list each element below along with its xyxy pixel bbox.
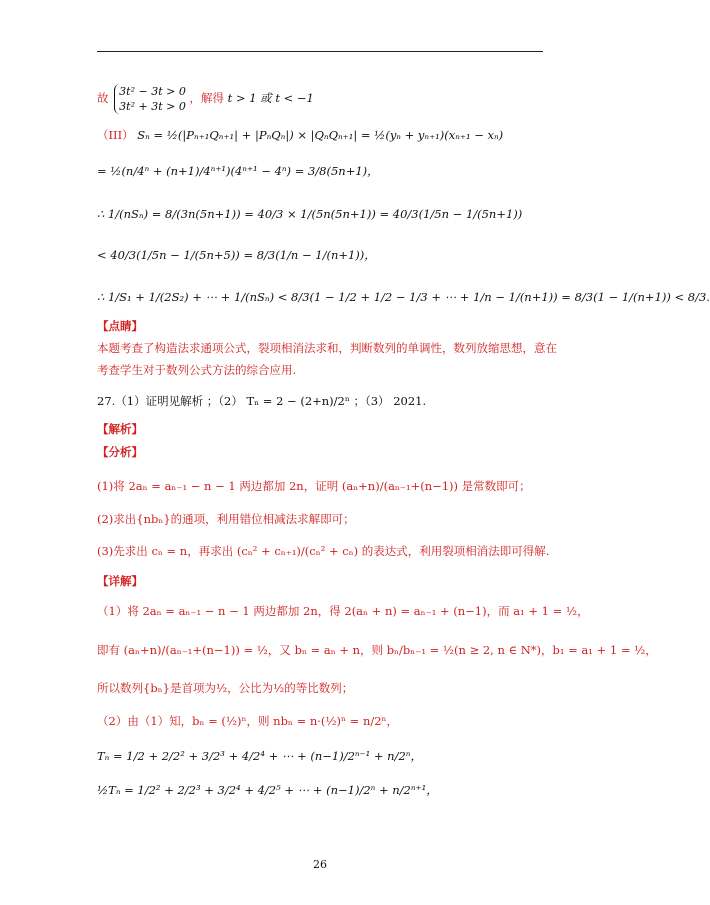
tag-xiangjie: 【详解】 bbox=[97, 574, 143, 588]
xiangjie-2: 即有 (aₙ+n)/(aₙ₋₁+(n−1)) = ½，又 bₙ = aₙ + n，则 bₙ/bₙ₋₁ = ½(n ≥ 2, n ∈ N*)，b₁ = a₁ + 1 = ½， bbox=[97, 643, 657, 657]
q27-answer: 27.（1）证明见解析 ；（2） Tₙ = 2 − (2+n)/2ⁿ ；（3） 2021. bbox=[97, 394, 427, 408]
dianjing-line-1: 本题考查了构造法求通项公式，裂项相消法求和，判断数列的单调性，数列放缩思想，意在 bbox=[97, 341, 557, 355]
xiangjie-1: （1）将 2aₙ = aₙ₋₁ − n − 1 两边都加 2n，得 2(aₙ + n) = aₙ₋₁ + (n−1)，而 a₁ + 1 = ½， bbox=[97, 604, 589, 618]
xiangjie-5: Tₙ = 1/2 + 2/2² + 3/2³ + 4/2⁴ + ⋯ + (n−1)/2ⁿ⁻¹ + n/2ⁿ， bbox=[97, 749, 422, 763]
line-4: ∴ 1/(nSₙ) = 8/(3n(5n+1)) = 40/3 × 1/(5n(5n+1)) = 40/3(1/5n − 1/(5n+1)) bbox=[97, 207, 523, 221]
xiangjie-6: ½Tₙ = 1/2² + 2/2³ + 3/2⁴ + 4/2⁵ + ⋯ + (n−1)/2ⁿ + n/2ⁿ⁺¹， bbox=[97, 783, 438, 797]
xiangjie-4: （2）由（1）知，bₙ = (½)ⁿ，则 nbₙ = n·(½)ⁿ = n/2ⁿ， bbox=[97, 714, 399, 728]
line-6: ∴ 1/S₁ + 1/(2S₂) + ⋯ + 1/(nSₙ) < 8/3(1 − 1/2 + 1/2 − 1/3 + ⋯ + 1/n − 1/(n+1)) = 8/3(1 − 1/(n+1)) < 8/3. bbox=[97, 290, 710, 304]
line-3: = ½(n/4ⁿ + (n+1)/4ⁿ⁺¹)(4ⁿ⁺¹ − 4ⁿ) = 3/8(5n+1)， bbox=[97, 164, 379, 178]
text: ，解得 bbox=[189, 91, 224, 105]
solution: t > 1 或 t < −1 bbox=[227, 91, 314, 105]
inequality-system bbox=[114, 84, 186, 114]
line-1 bbox=[97, 84, 314, 114]
tag-dianjing: 【点睛】 bbox=[97, 319, 143, 333]
fenxi-1: (1)将 2aₙ = aₙ₋₁ − n − 1 两边都加 2n，证明 (aₙ+n)/(aₙ₋₁+(n−1)) 是常数即可； bbox=[97, 479, 531, 493]
xiangjie-3: 所以数列{bₙ}是首项为½，公比为½的等比数列； bbox=[97, 681, 354, 695]
fenxi-3: (3)先求出 cₙ = n，再求出 (cₙ² + cₙ₊₁)/(cₙ² + cₙ) 的表达式，利用裂项相消法即可得解. bbox=[97, 544, 550, 558]
part-tag: （III） bbox=[97, 128, 134, 142]
sys-line-b: 3t² + 3t > 0 bbox=[119, 100, 186, 113]
tag-fenxi: 【分析】 bbox=[97, 445, 143, 459]
text: 故 bbox=[97, 91, 109, 105]
tag-jiexi: 【解析】 bbox=[97, 422, 143, 436]
line-2 bbox=[97, 127, 503, 143]
fenxi-2: (2)求出{nbₙ}的通项，利用错位相减法求解即可； bbox=[97, 512, 355, 526]
dianjing-line-2: 考查学生对于数列公式方法的综合应用. bbox=[97, 363, 297, 377]
formula: Sₙ = ½(|Pₙ₊₁Qₙ₊₁| + |PₙQₙ|) × |QₙQₙ₊₁| = ½(yₙ + yₙ₊₁)(xₙ₊₁ − xₙ) bbox=[137, 128, 504, 142]
page-number: 26 bbox=[313, 858, 327, 871]
header-rule bbox=[97, 51, 543, 52]
line-5: < 40/3(1/5n − 1/(5n+5)) = 8/3(1/n − 1/(n+1))， bbox=[97, 248, 376, 262]
sys-line-a: 3t² − 3t > 0 bbox=[119, 85, 186, 98]
